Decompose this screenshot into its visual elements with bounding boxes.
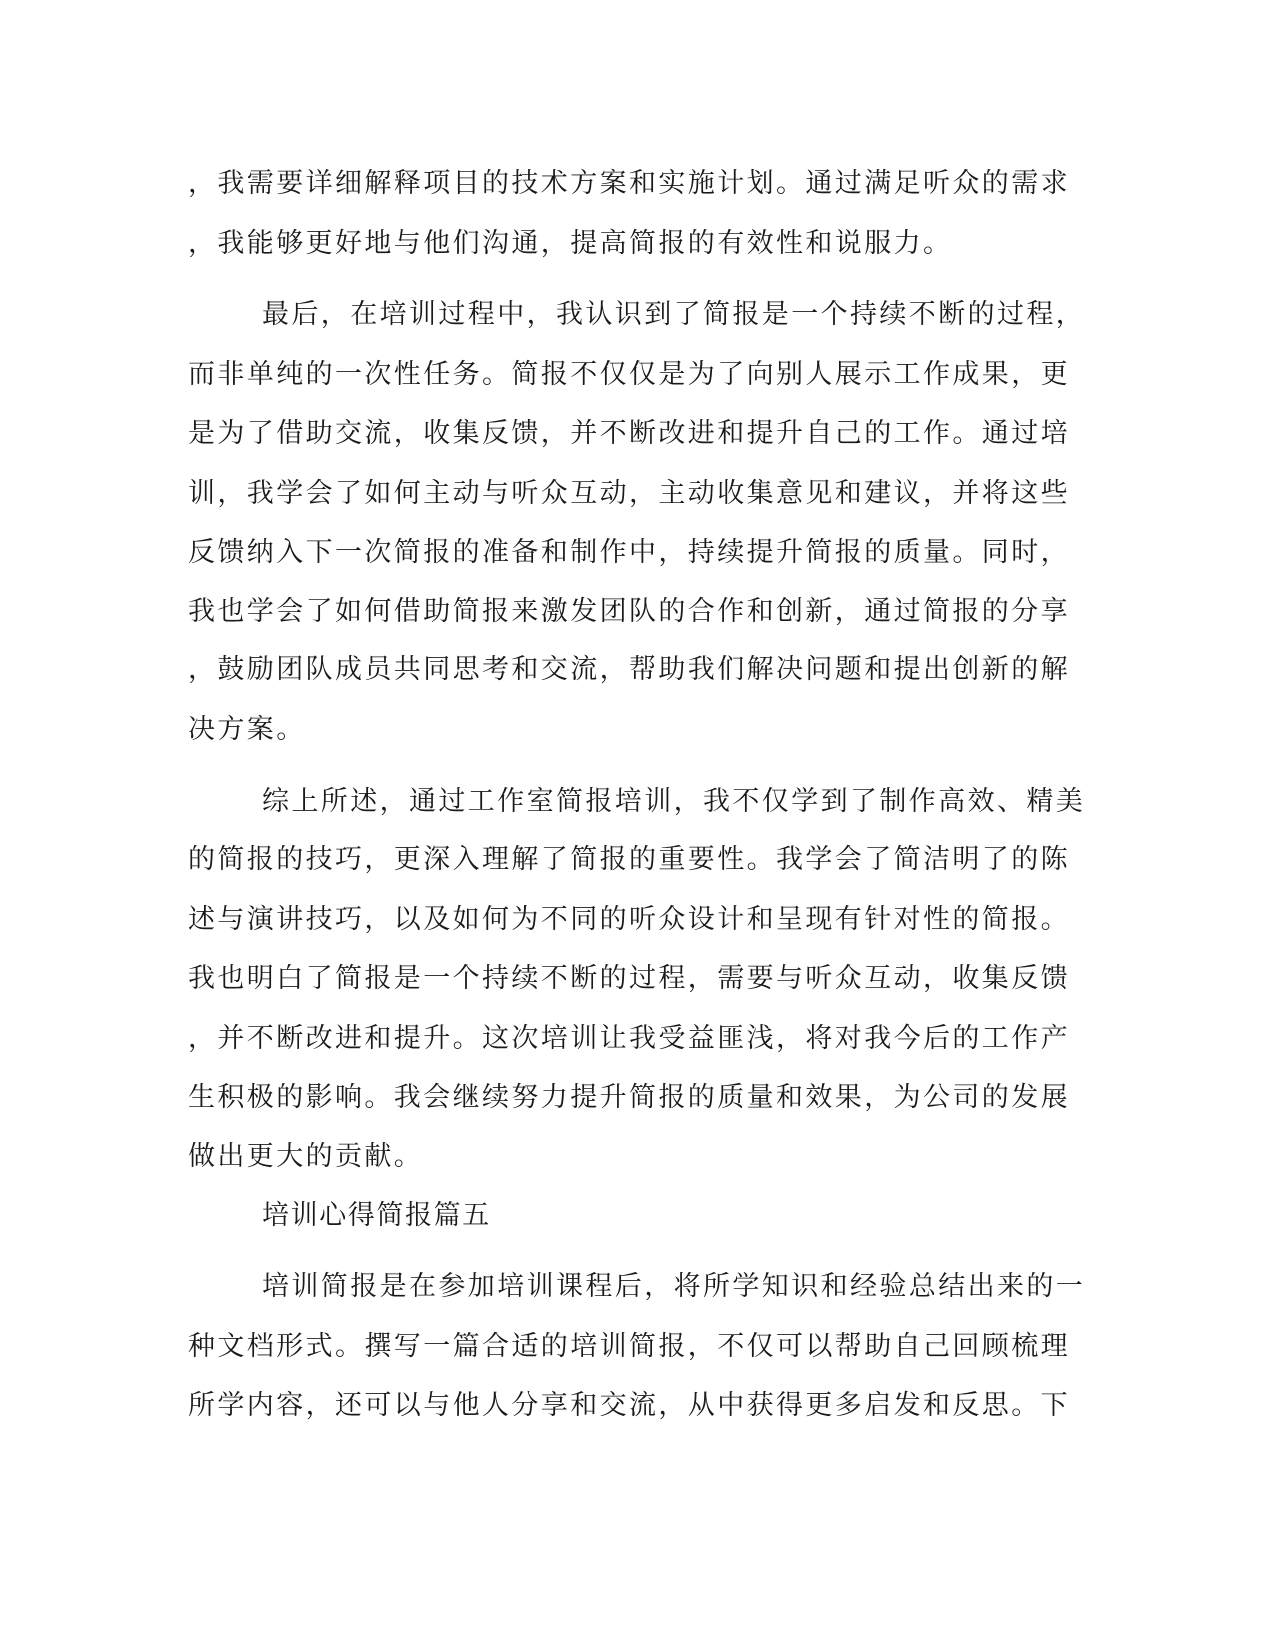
paragraph-line: ，鼓励团队成员共同思考和交流，帮助我们解决问题和提出创新的解 bbox=[188, 654, 1070, 685]
paragraph-line: 最后，在培训过程中，我认识到了简报是一个持续不断的过程， bbox=[262, 299, 1086, 330]
paragraph-line: 种文档形式。撰写一篇合适的培训简报，不仅可以帮助自己回顾梳理 bbox=[188, 1331, 1070, 1362]
paragraph-line: 训，我学会了如何主动与听众互动，主动收集意见和建议，并将这些 bbox=[188, 478, 1070, 509]
paragraph-line: 我也学会了如何借助简报来激发团队的合作和创新，通过简报的分享 bbox=[188, 596, 1070, 627]
paragraph-line: 述与演讲技巧，以及如何为不同的听众设计和呈现有针对性的简报。 bbox=[188, 904, 1070, 935]
paragraph-line: ，我能够更好地与他们沟通，提高简报的有效性和说服力。 bbox=[188, 228, 953, 259]
paragraph-line: 做出更大的贡献。 bbox=[188, 1141, 424, 1172]
paragraph-line: 而非单纯的一次性任务。简报不仅仅是为了向别人展示工作成果，更 bbox=[188, 359, 1070, 390]
paragraph-line: ，我需要详细解释项目的技术方案和实施计划。通过满足听众的需求 bbox=[188, 168, 1070, 199]
paragraph-line: ，并不断改进和提升。这次培训让我受益匪浅，将对我今后的工作产 bbox=[188, 1023, 1070, 1054]
section-heading: 培训心得简报篇五 bbox=[262, 1200, 491, 1231]
paragraph-line: 反馈纳入下一次简报的准备和制作中，持续提升简报的质量。同时， bbox=[188, 537, 1070, 568]
paragraph-line: 决方案。 bbox=[188, 714, 306, 745]
paragraph-line: 我也明白了简报是一个持续不断的过程，需要与听众互动，收集反馈 bbox=[188, 963, 1070, 994]
paragraph-line: 是为了借助交流，收集反馈，并不断改进和提升自己的工作。通过培 bbox=[188, 418, 1070, 449]
paragraph-line: 生积极的影响。我会继续努力提升简报的质量和效果，为公司的发展 bbox=[188, 1082, 1070, 1113]
paragraph-line: 培训简报是在参加培训课程后，将所学知识和经验总结出来的一 bbox=[262, 1271, 1086, 1302]
paragraph-line: 综上所述，通过工作室简报培训，我不仅学到了制作高效、精美 bbox=[262, 786, 1086, 817]
paragraph-line: 的简报的技巧，更深入理解了简报的重要性。我学会了简洁明了的陈 bbox=[188, 844, 1070, 875]
paragraph-line: 所学内容，还可以与他人分享和交流，从中获得更多启发和反思。下 bbox=[188, 1390, 1070, 1421]
